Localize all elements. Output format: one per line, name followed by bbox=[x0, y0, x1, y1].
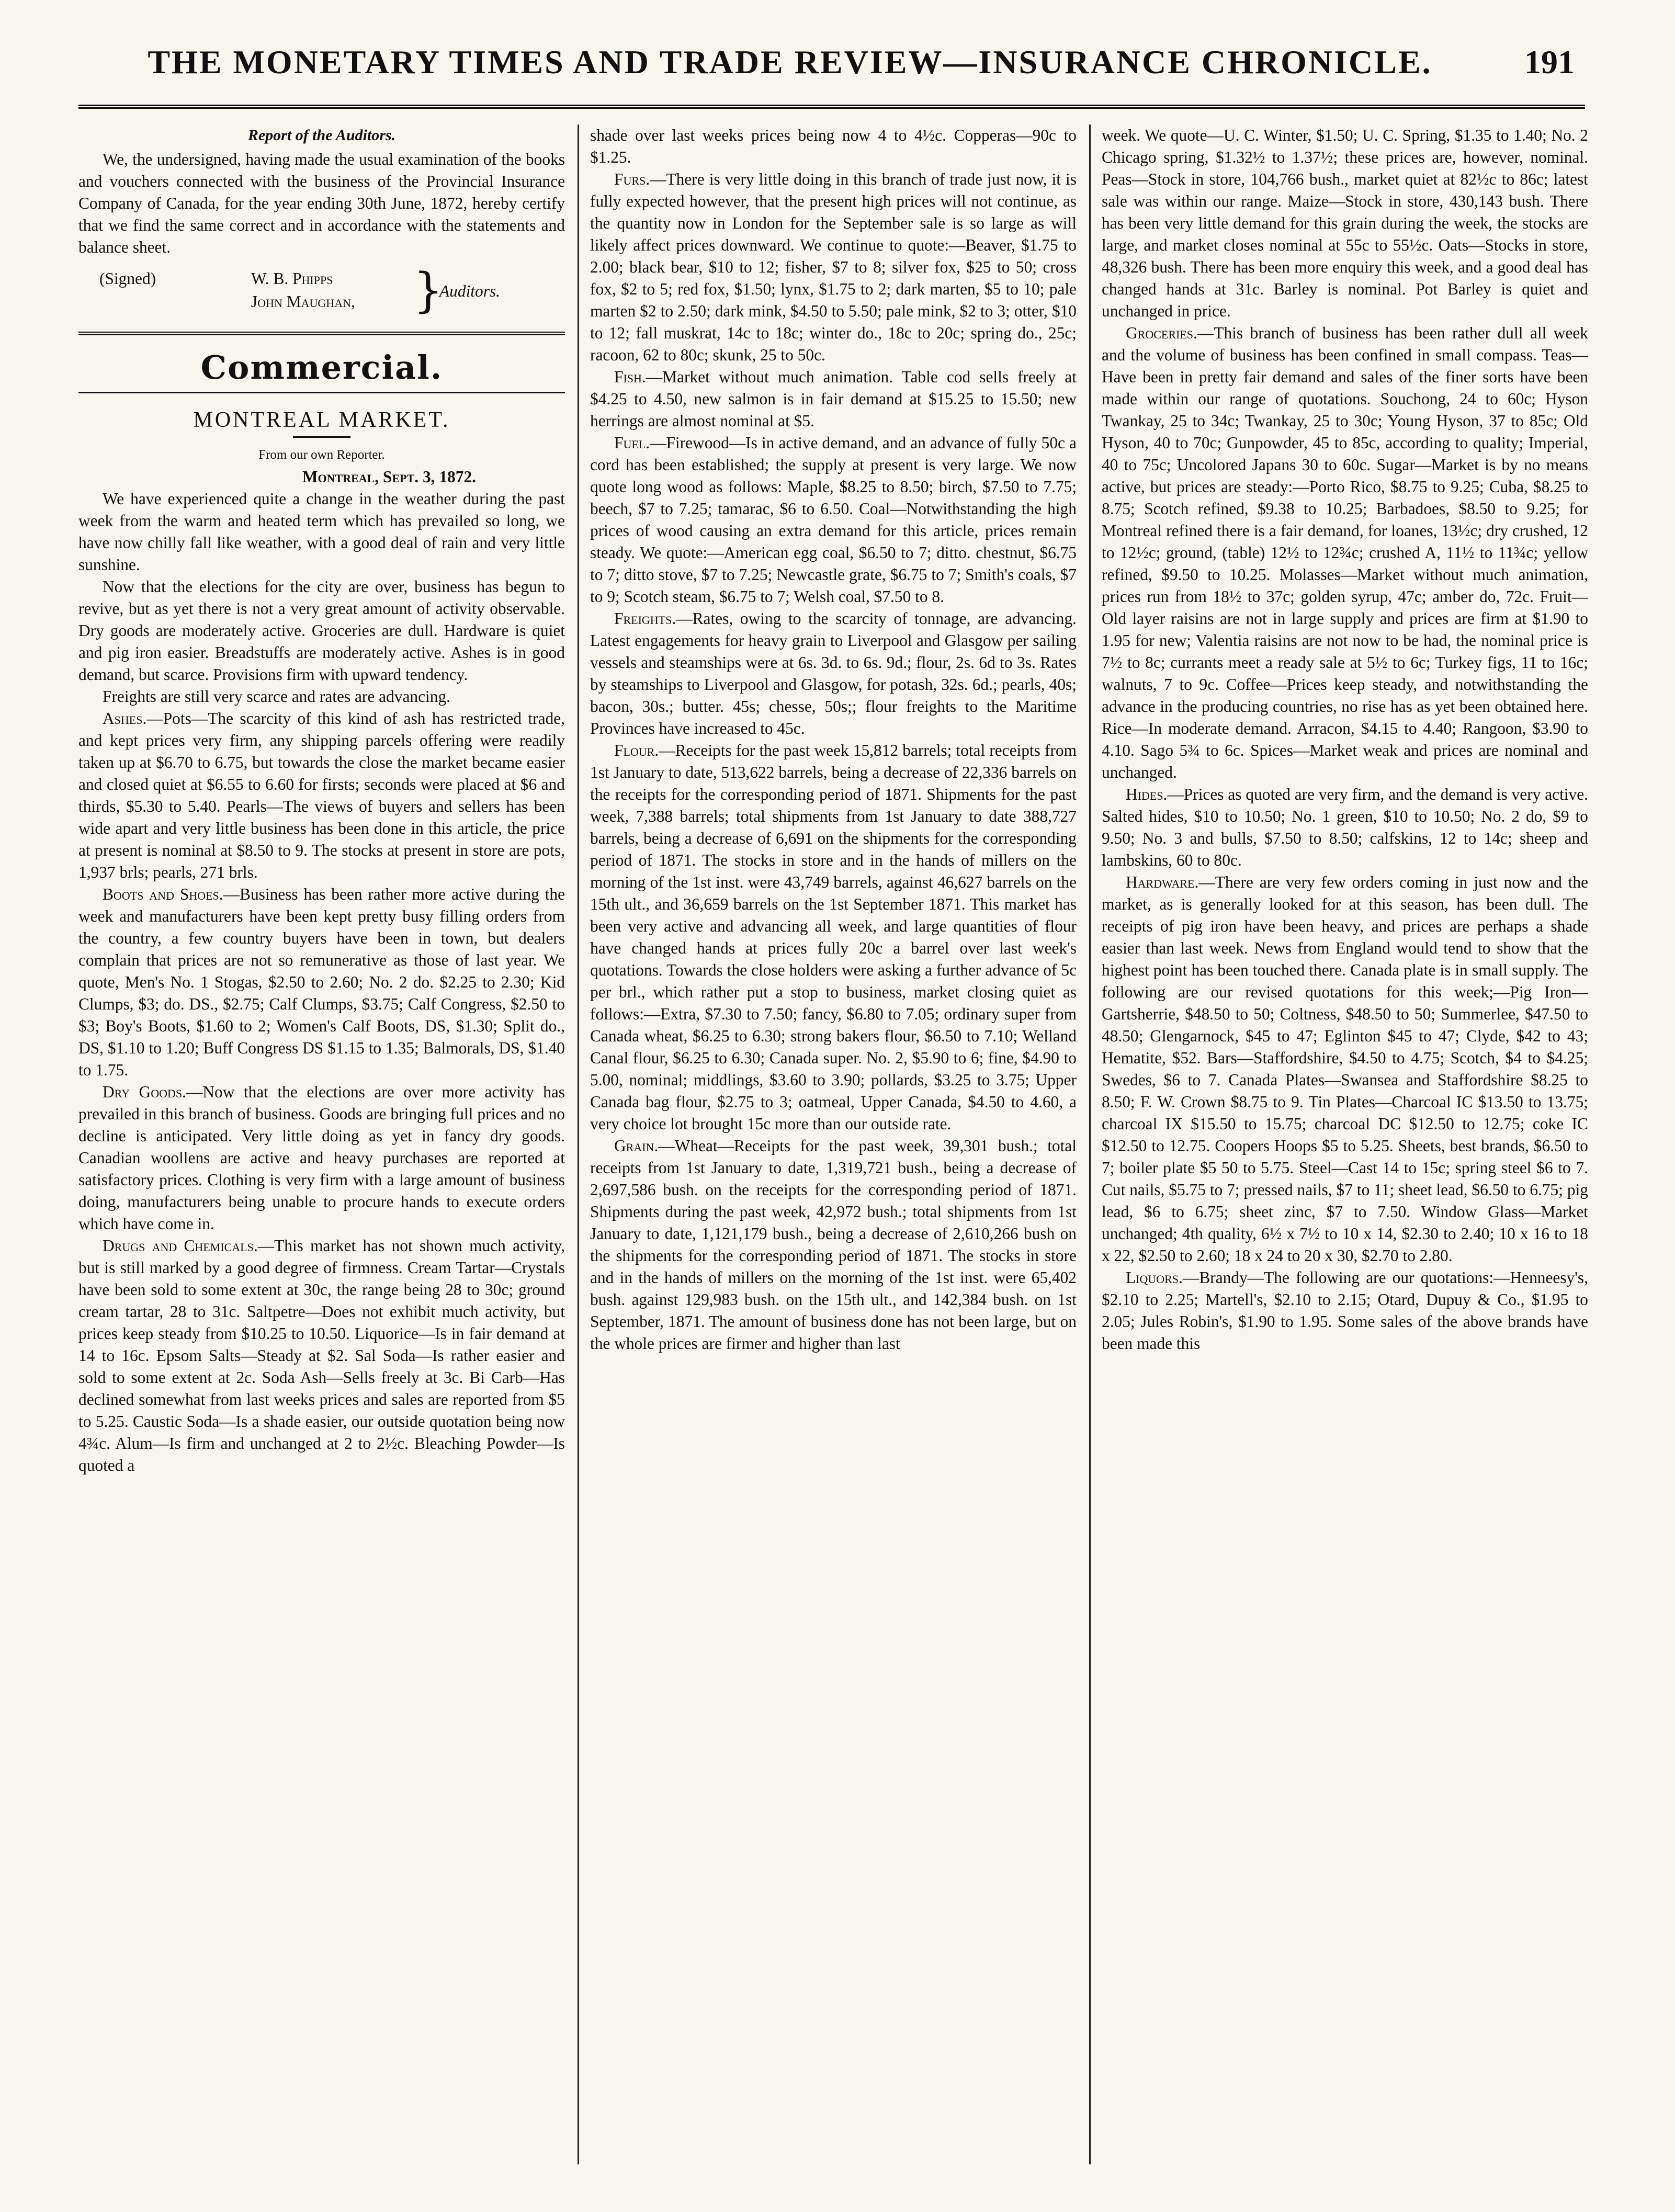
paragraph: Now that the elections for the city are over, business has begun to revive, but as yet there is not a very great amount of activity observable. Dry goods are moderately active. Groceries are dull. Hardware is quiet and pig iron easier. Breadstuffs are moderately active. Ashes is in good demand, but scarce. Provisions firm with upward tendency. bbox=[78, 577, 565, 684]
section-body: —Now that the elections are over more activity has prevailed in this branch of business. Goods are bringing full prices and no decline is anticipated. Very little doing as yet in fancy dry goods. Canadian woollens are active and heavy purchases are reported at satisfactory prices. Clothing is very firm with a large amount of business doing, manufacturers being unable to procure hands to execute orders which have come in. bbox=[78, 1083, 565, 1233]
section-heading: Boots and Shoes. bbox=[103, 885, 223, 903]
section-heading: Fish. bbox=[614, 368, 646, 386]
ashes-section bbox=[78, 708, 565, 883]
auditors-role: Auditors. bbox=[439, 282, 500, 300]
column-3 bbox=[1102, 124, 1588, 2164]
furs-section bbox=[590, 168, 1077, 366]
hardware-section bbox=[1102, 871, 1588, 1267]
auditors-signature-block bbox=[78, 263, 565, 325]
paragraph: We have experienced quite a change in the weather during the past week from the warm and heated term which has prevailed so long, we have now chilly fall like weather, with a good deal of rain and very little sunshine. bbox=[78, 490, 565, 574]
short-rule bbox=[293, 436, 350, 438]
boots-section bbox=[78, 883, 565, 1081]
market-heading: MONTREAL MARKET. bbox=[193, 408, 450, 432]
paragraph: shade over last weeks prices being now 4 to 4½c. Copperas—90c to $1.25. bbox=[590, 126, 1077, 166]
signed-label: (Signed) bbox=[99, 269, 156, 288]
groceries-section bbox=[1102, 322, 1588, 784]
section-body: —Firewood—Is in active demand, and an advance of fully 50c a cord has been established; the supply at present is very large. We now quote long wood as follows: Maple, $8.25 to 8.50; birch, $7.50 to 7.75; beech, $7 to 7.25; tamarac, $6 to 6.50. Coal—Notwithstanding the high prices of wood causing an extra demand for this article, prices remain steady. We quote:—American egg coal, $6.50 to 7; ditto. chestnut, $6.75 to 7; ditto stove, $7 to 7.25; Newcastle grate, $6.75 to 7; Smith's coals, $7 to 9; Scotch steam, $6.75 to 7; Welsh coal, $7.50 to 8. bbox=[590, 434, 1077, 606]
section-divider bbox=[78, 332, 565, 335]
page-number: 191 bbox=[1524, 43, 1575, 81]
brace-glyph: } bbox=[413, 263, 444, 318]
section-heading: Groceries. bbox=[1126, 324, 1197, 342]
section-heading: Ashes. bbox=[103, 709, 147, 728]
section-body: —Rates, owing to the scarcity of tonnage, are advancing. Latest engagements for heavy grain to Liverpool and Glasgow per sailing vessels and steamships were at 6s. 3d. to 6s. 9d.; flour, 2s. 6d to 3s. Rates by steamships to Liverpool and Glasgow, for potash, 32s. 6d.; pearls, 40s; bacon, 30s.; butter. 45s; chesse, 50s;; flour freights to the Maritime Provinces have increased to 45c. bbox=[590, 609, 1077, 738]
fuel-section bbox=[590, 432, 1077, 608]
auditor-name: John Maughan, bbox=[251, 292, 355, 311]
section-heading: Dry Goods. bbox=[103, 1083, 186, 1101]
section-body: —Wheat—Receipts for the past week, 39,301 bush.; total receipts from 1st January to date, 1,319,721 bush., being a decrease of 2,697,586 bush. on the receipts for the corresponding period of 1871. Shipments during the past week, 42,972 bush.; total shipments from 1st January to date, 1,121,179 bush., being a decrease of 2,610,266 bush on the shipments for the corresponding period of 1871. The stocks in store and in the hands of millers on the morning of the 1st inst. were 65,402 bush. against 129,983 bush. on the 15th ult., and 142,384 bush. on 1st September, 1871. The amount of business done has not been large, but on the whole prices are firmer and higher than last bbox=[590, 1137, 1077, 1353]
section-body: —Business has been rather more active during the week and manufacturers have been kept pretty busy filling orders from the country, a few country buyers have been in town, but dealers complain that prices are not so remunerative as those of last year. We quote, Men's No. 1 Stogas, $2.50 to 2.60; No. 2 do. $2.25 to 2.30; Kid Clumps, $3; do. DS., $2.75; Calf Clumps, $3.75; Calf Congress, $2.50 to $3; Boy's Boots, $1.60 to 2; Women's Calf Boots, DS, $1.30; Split do., DS, $1.10 to 1.20; Buff Congress DS $1.15 to 1.35; Balmorals, DS, $1.40 to 1.75. bbox=[78, 885, 565, 1079]
fish-section bbox=[590, 366, 1077, 432]
masthead-title: THE MONETARY TIMES AND TRADE REVIEW—INSURANCE CHRONICLE. bbox=[148, 43, 1432, 81]
paragraph: Freights are still very scarce and rates are advancing. bbox=[103, 687, 451, 706]
section-body: —Receipts for the past week 15,812 barrels; total receipts from 1st January to date, 513,622 barrels, being a decrease of 22,336 barrels on the receipts for the corresponding period of 1871. Shipments for the past week, 7,388 barrels; total shipments from 1st January to date 388,727 barrels, being a decrease of 6,691 on the shipments for the corresponding period of 1871. The stocks in store and in the hands of millers on the morning of the 1st inst. were 43,749 barrels, against 46,627 barrels on the 15th ult., and 36,659 barrels on the 1st September 1871. This market has been very active and advancing all week, and large quantities of flour have changed hands at prices fully 20c a barrel over last week's quotations. Towards the close holders were asking a further advance of 5c per brl., which rather put a stop to business, market closing quiet as follows:—Extra, $7.30 to 7.50; fancy, $6.80 to 7.05; ordinary super from Canada wheat, $6.25 to 6.30; strong bakers flour, $6.50 to 7.10; Welland Canal flour, $6.25 to 6.30; Canada super. No. 2, $5.90 to 6; fine, $4.90 to 5.00, nominal; middlings, $3.60 to 3.90; pollards, $3.25 to 3.75; Upper Canada bag flour, $2.75 to 3; oatmeal, Upper Canada, $4.50 to 4.60, a very choice lot brought 15c more than our outside rate. bbox=[590, 741, 1077, 1133]
section-heading: Flour. bbox=[614, 741, 659, 759]
reporter-credit: From our own Reporter. bbox=[258, 448, 385, 462]
column-1 bbox=[78, 124, 565, 2164]
column-2 bbox=[590, 124, 1077, 2164]
section-heading: Fuel. bbox=[614, 434, 650, 452]
paragraph: week. We quote—U. C. Winter, $1.50; U. C. Spring, $1.35 to 1.40; No. 2 Chicago spring, $1.32½ to 1.37½; these prices are, however, nominal. Peas—Stock in store, 104,766 bush., market quiet at 82½c to 86c; latest sale was within our range. Maize—Stock in store, 430,143 bush. There has been very little demand for this grain during the week, the stocks are large, and market closes nominal at 55c to 55½c. Oats—Stocks in store, 48,326 bush. There has been more enquiry this week, and a good deal has changed hands at 31c. Barley is nominal. Pot Barley is quiet and unchanged in price. bbox=[1102, 126, 1588, 320]
hides-section bbox=[1102, 784, 1588, 871]
flour-section bbox=[590, 740, 1077, 1135]
section-body: —Brandy—The following are our quotations:—Henneesy's, $2.10 to 2.25; Martell's, $2.10 to 2.15; Otard, Dupuy & Co., $1.95 to 2.05; Jules Robin's, $1.90 to 1.95. Some sales of the above brands have been made this bbox=[1102, 1268, 1588, 1353]
auditors-report-title: Report of the Auditors. bbox=[247, 127, 396, 144]
section-body: —Pots—The scarcity of this kind of ash has restricted trade, and kept prices very firm, any shipping parcels offering were readily taken up at $6.70 to 6.75, but towards the close the market became easier and closed quiet at $6.55 to 6.60 for firsts; seconds were placed at $6 and thirds, $5.30 to 5.40. Pearls—The views of buyers and sellers has been wide apart and very little business has been done in this article, the price at present is nominal at $8.50 to 9. The stocks at present in store are pots, 1,937 brls; pearls, 271 brls. bbox=[78, 709, 565, 881]
grain-section bbox=[590, 1135, 1077, 1355]
page-header bbox=[78, 21, 1585, 109]
section-body: —There is very little doing in this branch of trade just now, it is fully expected however, that the present high prices will not continue, as the quantity now in London for the September sale is so large as will likely affect prices downward. We continue to quote:—Beaver, $1.75 to 2.00; black bear, $10 to 12; fisher, $7 to 8; silver fox, $25 to 50; cross fox, $2 to 5; red fox, $1.50; lynx, $1.75 to 2; dark marten, $5 to 10; pale marten $2 to 2.50; dark mink, $4.50 to 5.50; pale mink, $2 to 3; otter, $10 to 12; fall muskrat, 14c to 18c; winter do., 18c to 20c; spring do., 25c; racoon, 62 to 80c; skunk, 25 to 50c. bbox=[590, 170, 1077, 364]
section-heading: Freights. bbox=[614, 609, 676, 628]
auditor-name: W. B. Phipps bbox=[251, 269, 333, 288]
section-body: —This market has not shown much activity, but is still marked by a good degree of firmness. Cream Tartar—Crystals have been sold to some extent at 30c, the range being 28 to 30c; ground cream tartar, 28 to 31c. Saltpetre—Does not exhibit much activity, but prices keep steady from $10.25 to 10.50. Liquorice—Is in fair demand at 14 to 16c. Epsom Salts—Steady at $2. Sal Soda—Is rather easier and sold to some extent at 2c. Soda Ash—Sells freely at 3c. Bi Carb—Has declined somewhat from last weeks prices and sales are reported from $5 to 5.25. Caustic Soda—Is a shade easier, our outside quotation being now 4¾c. Alum—Is firm and unchanged at 2 to 2½c. Bleaching Powder—Is quoted a bbox=[78, 1237, 565, 1474]
section-heading: Hardware. bbox=[1126, 873, 1199, 891]
section-body: —Prices as quoted are very firm, and the demand is very active. Salted hides, $10 to 10.50; No. 1 green, $10 to 10.50; No. 2 do, $9 to 9.50; No. 3 and bulls, $7.50 to 8.50; calfskins, 12 to 14c; sheep and lambskins, 60 to 80c. bbox=[1102, 785, 1588, 869]
auditors-report-body: We, the undersigned, having made the usual examination of the books and vouchers connected with the business of the Provincial Insurance Company of Canada, for the year ending 30th June, 1872, hereby certify that we find the same correct and in accordance with the statements and balance sheet. bbox=[78, 150, 565, 256]
section-heading: Liquors. bbox=[1126, 1268, 1183, 1287]
drugs-section bbox=[78, 1235, 565, 1477]
section-body: —There are very few orders coming in just now and the market, as is generally looked for at this season, has been dull. The receipts of pig iron have been heavy, and prices are perhaps a shade easier than last week. News from England would tend to show that the highest point has been touched there. Canada plate is in small supply. The following are our revised quotations for this week;—Pig Iron—Gartsherrie, $48.50 to 50; Coltness, $48.50 to 50; Summerlee, $47.50 to 48.50; Glengarnock, $45 to 47; Eglinton $45 to 47; Clyde, $42 to 43; Hematite, $52. Bars—Staffordshire, $4.50 to 4.75; Scotch, $4 to $4.25; Swedes, $6 to 7. Canada Plates—Swansea and Staffordshire $8.25 to 8.50; F. W. Crown $8.75 to 9. Tin Plates—Charcoal IC $13.50 to 13.75; charcoal IX $15.50 to 15.75; charcoal DC $12.50 to 12.75; coke IC $12.50 to 12.75. Coopers Hoops $5 to 5.25. Sheets, best brands, $6.50 to 7; boiler plate $5 50 to 5.75. Steel—Cast 14 to 15c; spring steel $6 to 7. Cut nails, $5.75 to 7; pressed nails, $7 to 11; sheet lead, $6.50 to 6.75; pig lead, $6 to 6.75; sheet zinc, $7 to 7.50. Window Glass—Market unchanged; 4th quality, 6½ x 7½ to 10 x 14, $2.30 to 2.40; 10 x 16 to 18 x 22, $2.50 to 2.60; 18 x 24 to 20 x 30, $2.70 to 2.80. bbox=[1102, 873, 1588, 1265]
freights-section bbox=[590, 608, 1077, 740]
column-divider bbox=[1089, 124, 1091, 2164]
section-body: —This branch of business has been rather dull all week and the volume of business has been confined in small compass. Teas—Have been in pretty fair demand and sales of the finer sorts have been made within our range of quotations. Souchong, 24 to 60c; Hyson Twankay, 25 to 34c; Twankay, 25 to 30c; Young Hyson, 37 to 85c; Old Hyson, 40 to 70c; Gunpowder, 45 to 85c, according to quality; Imperial, 40 to 75c; Uncolored Japans 30 to 60c. Sugar—Market is by no means active, but prices are steady:—Porto Rico, $8.75 to 9.25; Cuba, $8.25 to 8.75; Scotch refined, $9.38 to 10.25; Barbadoes, $8.50 to 9.25; for Montreal refined there is a fair demand, for loanes, 13½c; dry crushed, 12 to 12½c; ground, (table) 12½ to 12¾c; crushed A, 11½ to 11¾c; yellow refined, $9.50 to 10.25. Molasses—Market without much animation, prices run from 18½ to 37c; golden syrup, 47c; amber do, 72c. Fruit—Old layer raisins are not in large supply and prices are firm at $1.90 to 1.95 for new; Valentia raisins are not now to be had, the nominal price is 7½ to 8c; currants meet a ready sale at 5½ to 6c; Turkey figs, 11 to 16c; walnuts, 7 to 9c. Coffee—Prices keep steady, and notwithstanding the advance in the producing countries, no rise has as yet been obtained here. Rice—In moderate demand. Arracon, $4.15 to 4.40; Rangoon, $3.90 to 4.10. Sago 5¾ to 6c. Spices—Market weak and prices are nominal and unchanged. bbox=[1102, 324, 1588, 781]
section-heading: Grain. bbox=[614, 1137, 659, 1155]
section-title: Commercial. bbox=[200, 348, 443, 387]
auditor-names bbox=[251, 268, 355, 314]
section-body: —Market without much animation. Table cod sells freely at $4.25 to 4.50, new salmon is in fair demand at $15.25 to 15.50; new herrings are almost nominal at $5. bbox=[590, 368, 1077, 430]
section-heading: Drugs and Chemicals. bbox=[103, 1237, 258, 1255]
section-divider bbox=[78, 392, 565, 393]
section-heading: Furs. bbox=[614, 170, 650, 188]
dry-goods-section bbox=[78, 1081, 565, 1235]
dateline: Montreal, Sept. 3, 1872. bbox=[302, 468, 476, 486]
column-divider bbox=[578, 124, 579, 2164]
liquors-section bbox=[1102, 1267, 1588, 1355]
section-heading: Hides. bbox=[1126, 785, 1168, 803]
